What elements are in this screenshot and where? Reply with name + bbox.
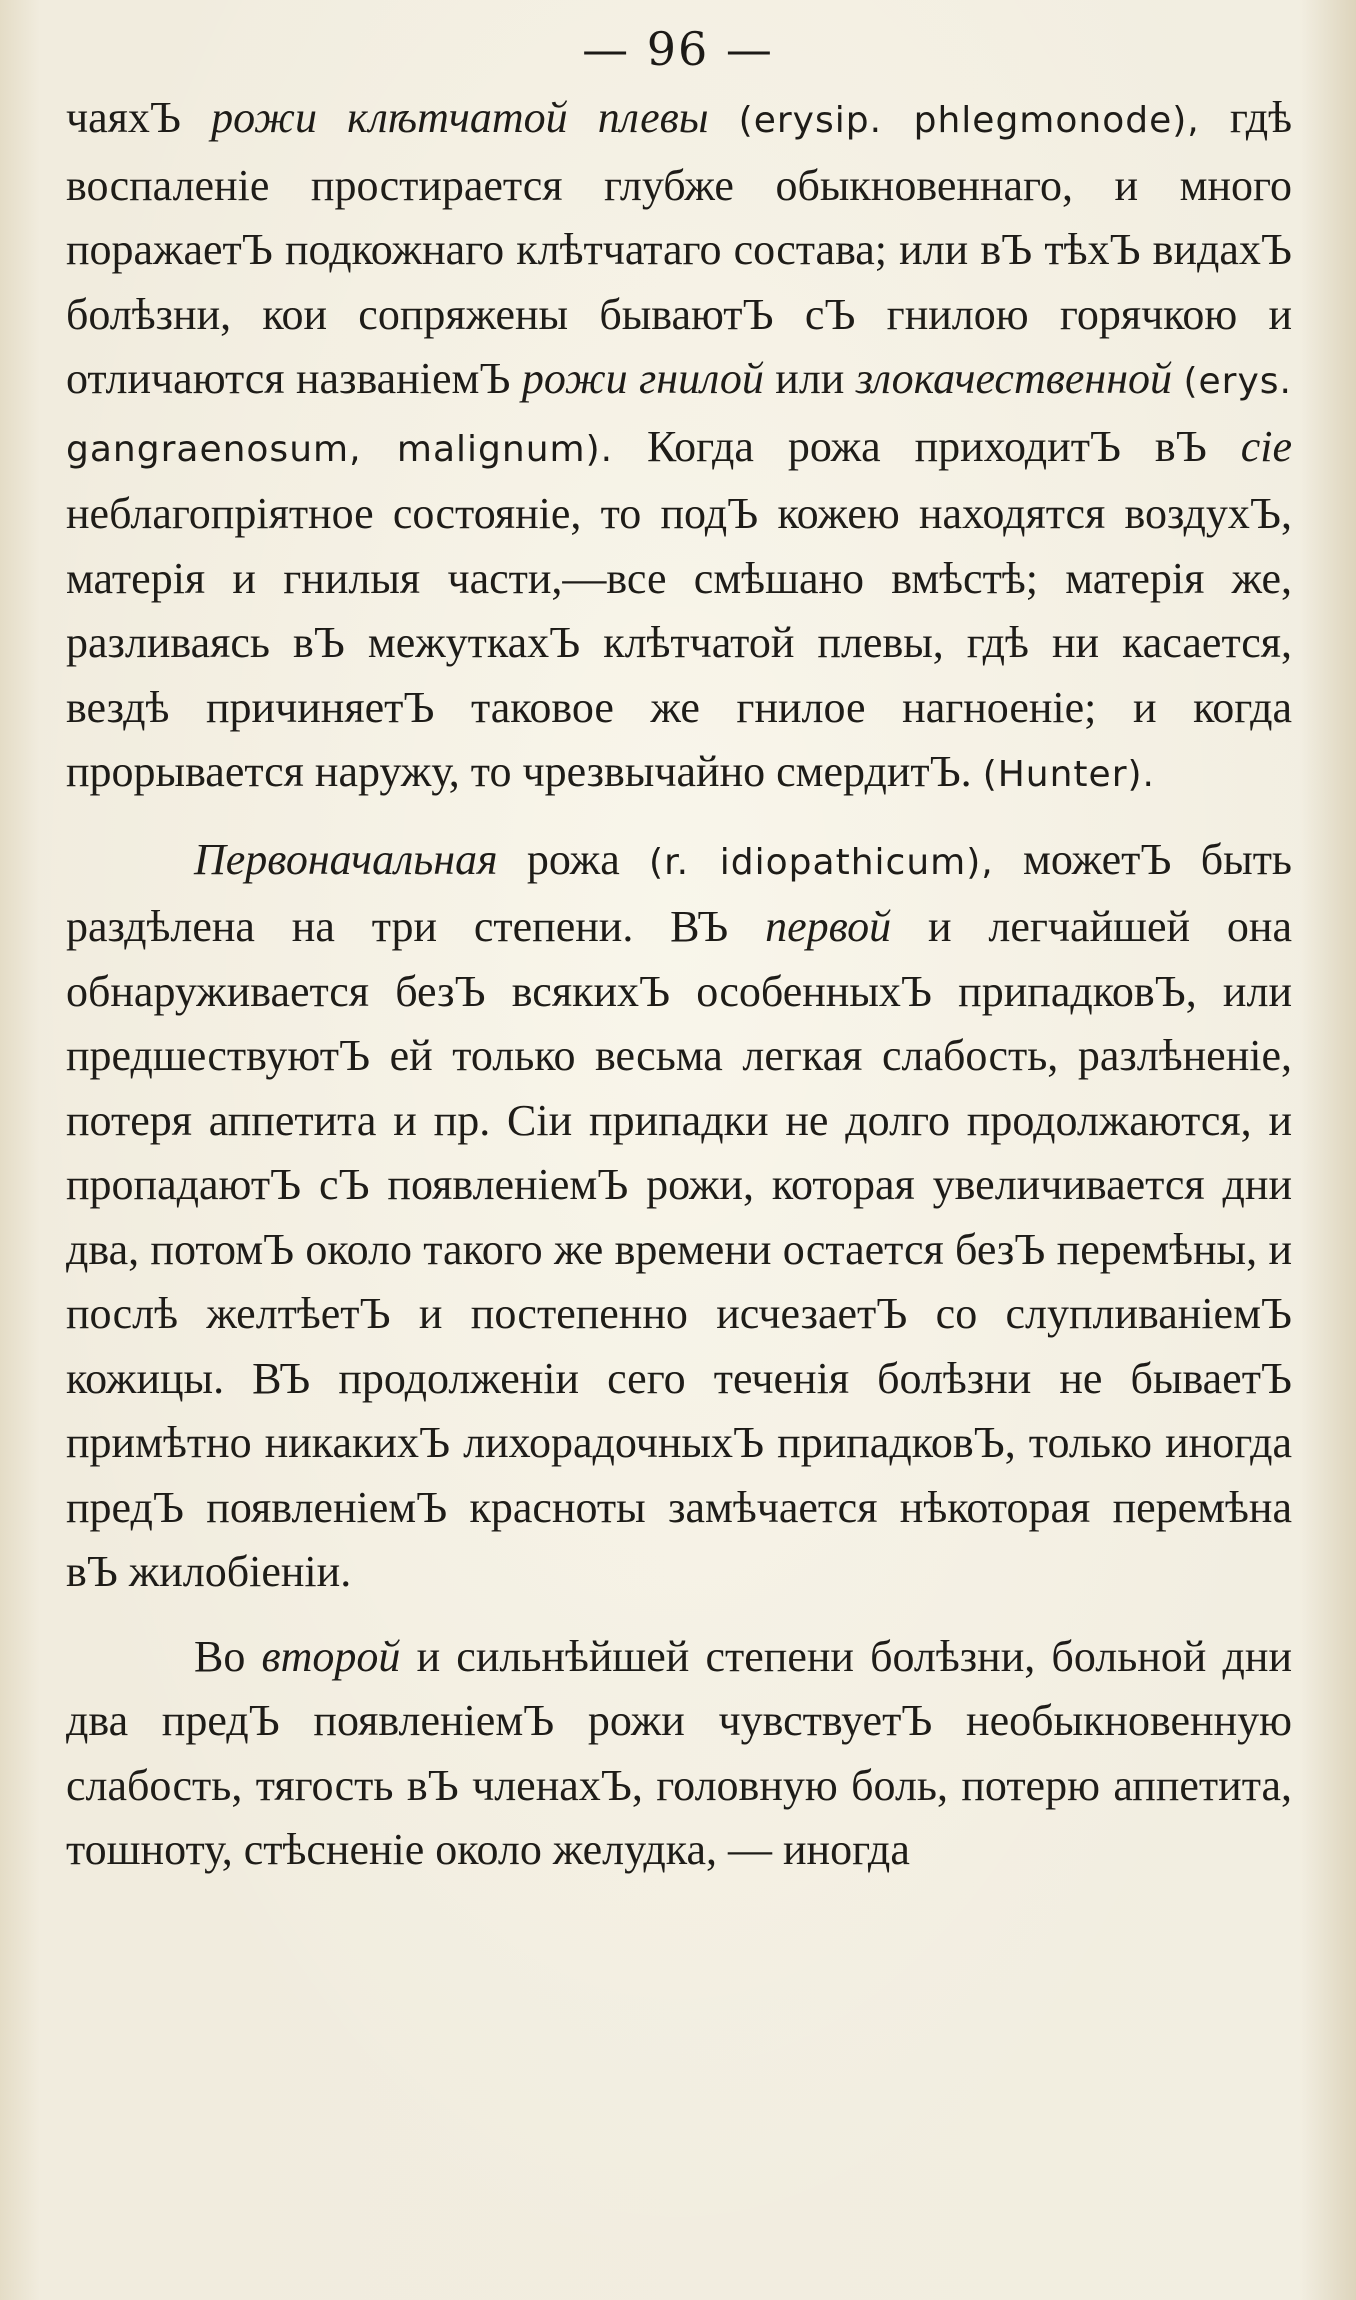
text-run xyxy=(1172,354,1183,403)
latin-term: (r. idiopathicum), xyxy=(649,841,994,883)
italic-term: первой xyxy=(765,902,892,951)
italic-term: Первоначальная xyxy=(194,834,498,884)
text-run: можетЪ быть раздѣлена на три степени. ВЪ xyxy=(66,834,1292,951)
text-run: Во xyxy=(194,1631,262,1681)
text-run: или xyxy=(763,354,856,403)
text-run: и легчайшей она обнаруживается безЪ всякихЪ особенныхЪ припадковЪ, или предшествуютЪ ей только весьма легкая слабость, разлѣненіе, потеря аппетита и пр. Сіи припадки не долго продолжаются, и пропадаютЪ сЪ появленіемЪ рожи, которая увеличивается дни два, потомЪ около такого же времени остается безЪ перемѣны, и послѣ желтѣетЪ и постепенно исчезаетЪ со слупливаніемЪ кожицы. ВЪ продолженіи сего теченія болѣзни не бываетЪ примѣтно никакихЪ лихорадочныхЪ припадковЪ, только иногда предЪ появленіемЪ красноты замѣчается нѣкоторая перемѣна вЪ жилобіеніи. xyxy=(66,902,1292,1596)
text-run: чаяхЪ xyxy=(66,93,212,142)
italic-term: злокачественной xyxy=(855,354,1173,403)
paragraph-1 xyxy=(66,86,1292,808)
text-run: гдѣ воспаленіе простирается глубже обыкновеннаго, и много поражаетЪ подкожнаго клѣтчатаго состава; или вЪ тѣхЪ видахЪ болѣзни, кои сопряжены бываютЪ сЪ гнилою горячкою и отличаются названіемЪ xyxy=(66,93,1293,403)
italic-term: рожи клѣтчатой плевы xyxy=(211,93,709,142)
text-run: Когда рожа приходитЪ вЪ xyxy=(613,421,1241,471)
page-number: — 96 — xyxy=(582,22,774,76)
paragraph-2 xyxy=(66,828,1292,1605)
text-run: неблагопріятное состояніе, то подЪ кожею находятся воздухЪ, матерія и гнилыя части,—все смѣшано вмѣстѣ; матерія же, разливаясь вЪ межуткахЪ клѣтчатой плевы, гдѣ ни касается, вездѣ причиняетЪ таковое же гнилое нагноеніе; и когда прорывается наружу, то чрезвычайно смердитЪ. xyxy=(66,489,1292,796)
text-run: и сильнѣйшей степени болѣзни, больной дни два предЪ появленіемЪ рожи чувствуетЪ необыкновенную слабость, тягость вЪ членахЪ, головную боль, потерю аппетита, тошноту, стѣсненіе около желудка, — иногда xyxy=(66,1631,1293,1874)
italic-term: второй xyxy=(261,1631,401,1681)
latin-term: (erys. gangraenosum, malignum). xyxy=(66,361,1292,470)
italic-term: рожи гнилой xyxy=(521,354,764,403)
citation: (Hunter). xyxy=(982,754,1155,795)
latin-term: (erysip. phlegmonode), xyxy=(738,100,1200,141)
body-text xyxy=(66,86,1292,1883)
text-run: рожа xyxy=(497,834,650,884)
italic-term: сіе xyxy=(1240,421,1292,471)
text-run xyxy=(709,93,739,142)
paragraph-3 xyxy=(66,1625,1292,1883)
